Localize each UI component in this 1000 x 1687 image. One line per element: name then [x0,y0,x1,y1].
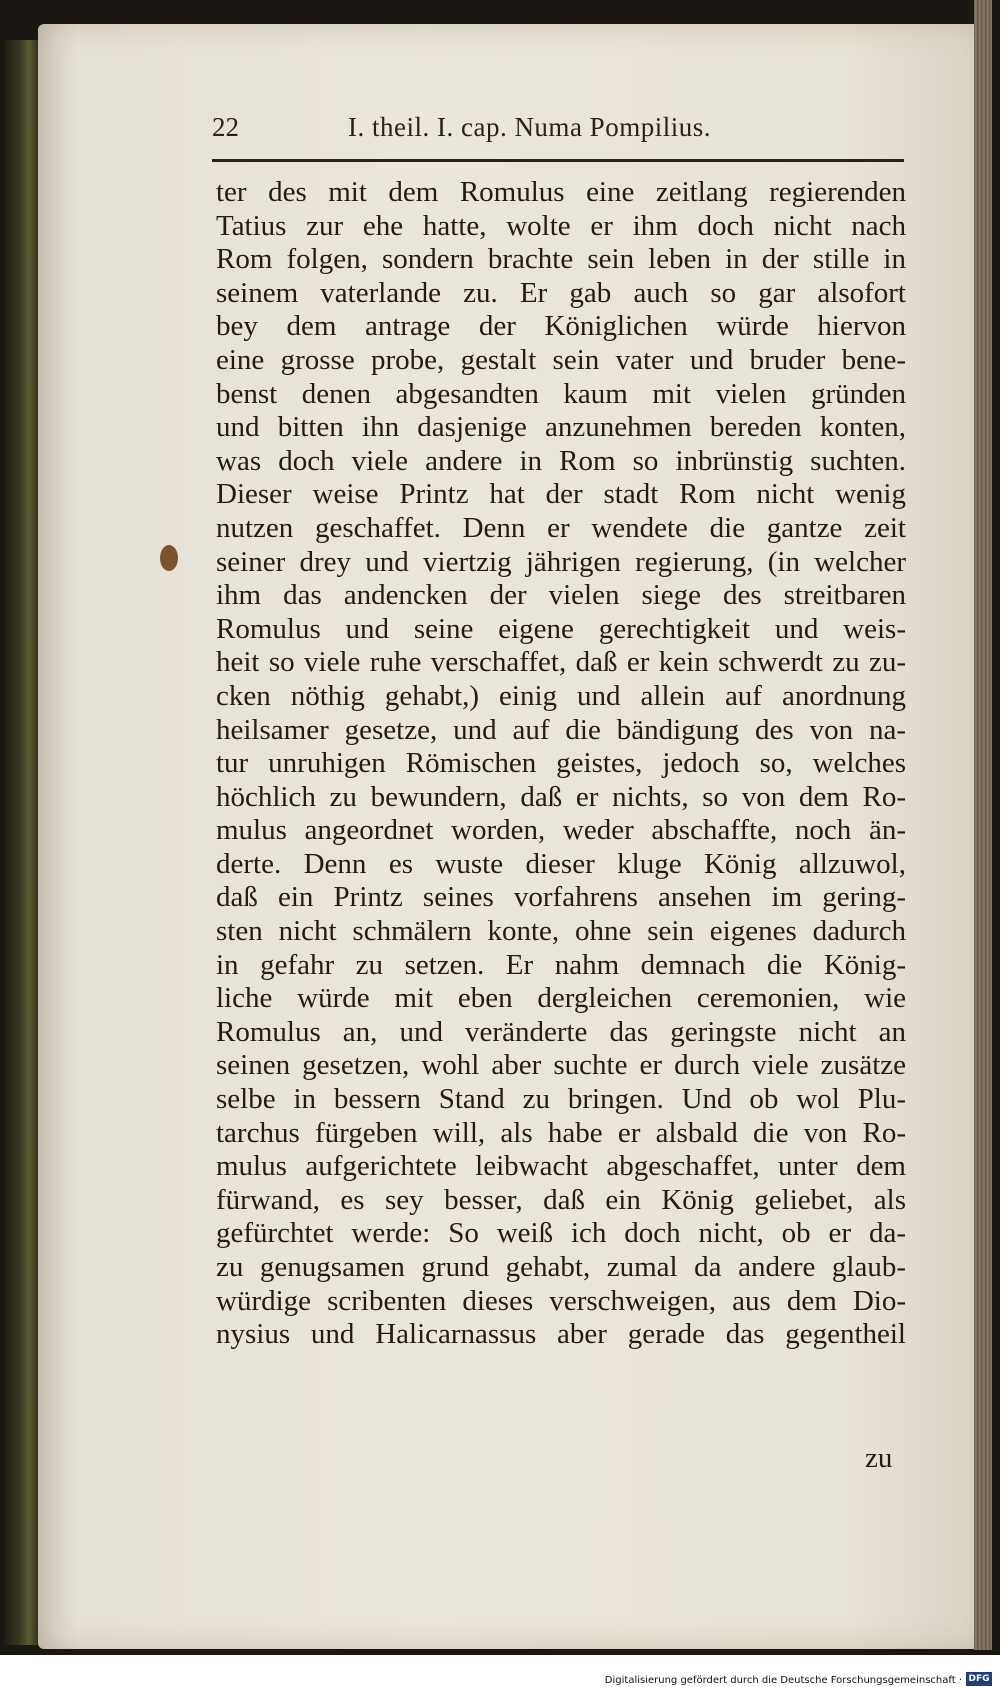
text-line: daß ein Printz seines vorfahrens ansehen im gering- [216,881,906,914]
text-line: Tatius zur ehe hatte, wolte er ihm doch nicht nach [216,209,906,242]
digitization-credit: Digitalisierung gefördert durch die Deutsche Forschungsgemeinschaft · [604,1675,962,1686]
text-line: tur unruhigen Römischen geistes, jedoch so, welches [216,747,906,780]
text-line: seiner drey und viertzig jährigen regierung, (in welcher [216,545,906,578]
page-header [212,112,812,152]
text-line: Dieser weise Printz hat der stadt Rom nicht wenig [216,478,906,511]
text-line: Romulus an, und veränderte das geringste nicht an [216,1015,906,1048]
text-line: zu genugsamen grund gehabt, zumal da andere glaub- [216,1251,906,1283]
running-head: I. theil. I. cap. Numa Pompilius. [348,112,711,142]
header-rule [212,159,904,162]
book-binding-edge [4,40,40,1645]
ink-stain [160,545,178,571]
text-line: höchlich zu bewundern, daß er nichts, so von dem Ro- [216,780,906,813]
text-line: mulus angeordnet worden, weder abschaffte, noch än- [216,814,906,847]
text-line: seinen gesetzen, wohl aber suchte er durch viele zusätze [216,1049,906,1082]
text-line: heilsamer gesetze, und auf die bändigung des von na- [216,713,906,746]
text-line: und bitten ihn dasjenige anzunehmen bereden konten, [216,411,906,444]
text-line: derte. Denn es wuste dieser kluge König allzuwol, [216,847,906,880]
text-line: sten nicht schmälern konte, ohne sein eigenes dadurch [216,915,906,948]
page-fore-edge [974,0,992,1650]
text-line: Romulus und seine eigene gerechtigkeit und weis- [216,612,906,645]
page-number: 22 [212,112,239,142]
text-line: ihm das andencken der vielen siege des streitbaren [216,579,906,612]
catchword: zu [865,1442,893,1474]
text-line: liche würde mit eben dergleichen ceremonien, wie [216,982,906,1015]
text-line: nysius und Halicarnassus aber gerade das gegentheil [216,1318,906,1351]
text-line: seinem vaterlande zu. Er gab auch so gar alsofort [216,276,906,309]
text-line: mulus aufgerichtete leibwacht abgeschaffet, unter dem [216,1150,906,1183]
text-line: tarchus fürgeben will, als habe er alsbald die von Ro- [216,1116,906,1149]
text-line: würdige scribenten dieses verschweigen, aus dem Dio- [216,1284,906,1317]
text-line: bey dem antrage der Königlichen würde hiervon [216,310,906,343]
text-line: eine grosse probe, gestalt sein vater und bruder bene- [216,343,906,376]
body-text [216,176,906,1352]
text-line: gefürchtet werde: So weiß ich doch nicht, ob er da- [216,1217,906,1250]
text-line: selbe in bessern Stand zu bringen. Und ob wol Plu- [216,1083,906,1116]
text-line: ter des mit dem Romulus eine zeitlang regierenden [216,176,906,208]
dfg-logo: DFG [966,1672,992,1686]
text-line: heit so viele ruhe verschaffet, daß er kein schwerdt zu zu- [216,646,906,679]
text-line: benst denen abgesandten kaum mit vielen gründen [216,377,906,410]
text-line: Rom folgen, sondern brachte sein leben in der stille in [216,243,906,276]
text-line: was doch viele andere in Rom so inbrünstig suchten. [216,444,906,477]
text-line: cken nöthig gehabt,) einig und allein auf anordnung [216,679,906,712]
text-line: nutzen geschaffet. Denn er wendete die gantze zeit [216,511,906,544]
text-line: fürwand, es sey besser, daß ein König geliebet, als [216,1183,906,1216]
text-line: in gefahr zu setzen. Er nahm demnach die König- [216,948,906,981]
